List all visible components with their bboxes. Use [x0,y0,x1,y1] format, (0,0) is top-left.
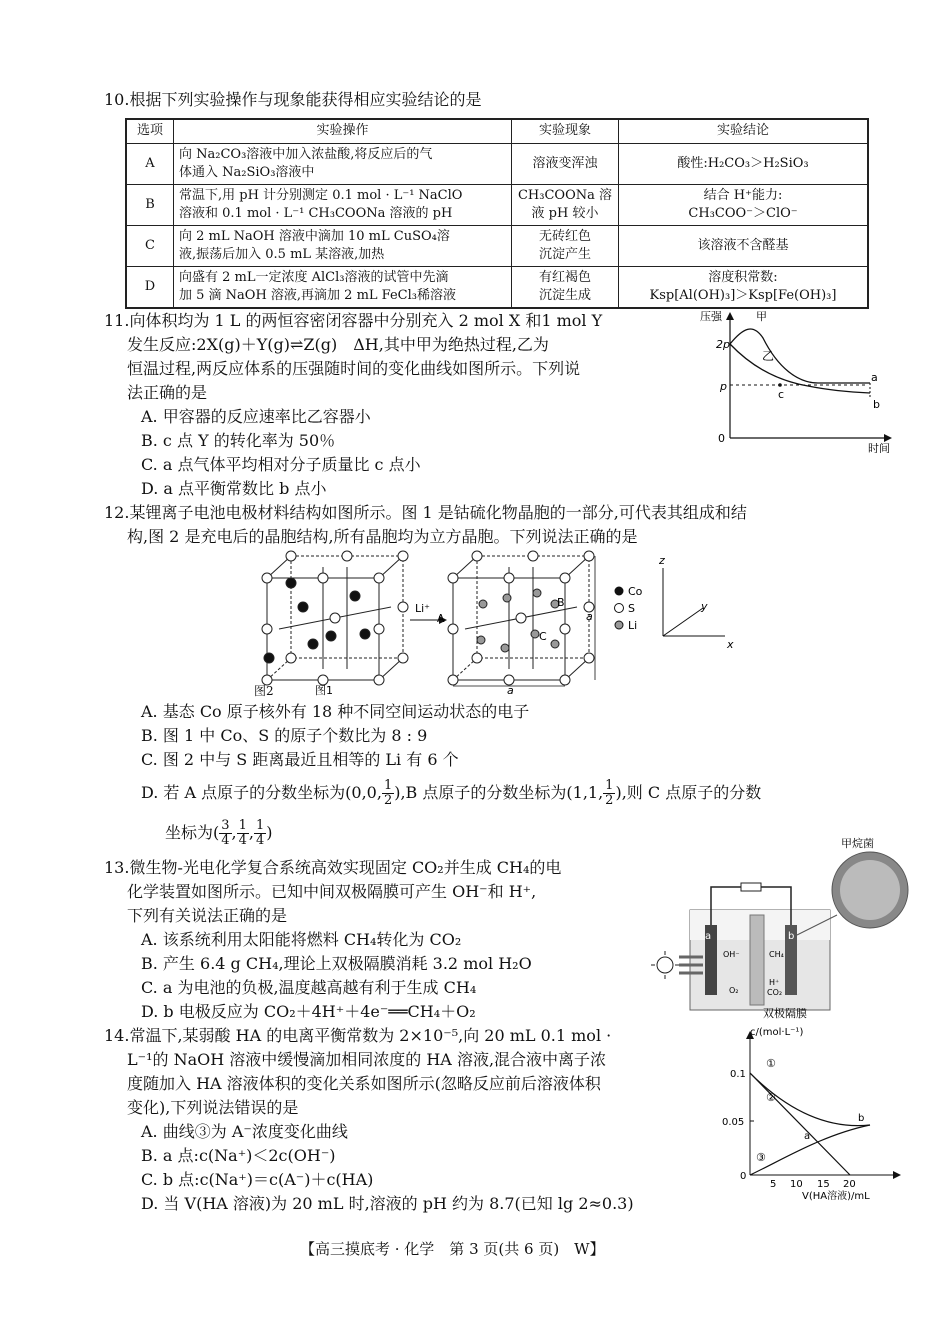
legend-li: Li [628,619,638,632]
label-membrane: 双极隔膜 [763,1007,807,1020]
label-ch4: CH₄ [769,950,784,959]
label-electrode-b: b [788,931,795,942]
curve-3-label: ③ [756,1151,766,1164]
row-option: C [126,225,174,266]
q14-concentration-graph [722,1025,917,1205]
table-row [126,184,868,225]
q12-option-d: D. 若 A 点原子的分数坐标为(0,0, $\frac{1}{2}$ ),B 点原子的分数坐标为(1,1, $\frac{1}{2}$ ),则 C 点原子的分数 [141,778,762,808]
row-option: B [126,184,174,225]
row-operation: 向盛有 2 mL一定浓度 AlCl₃溶液的试管中先滴 加 5 滴 NaOH 溶液,再滴加 2 mL FeCl₃稀溶液 [174,266,512,308]
x-tick: 10 [790,1179,803,1190]
fig2-caption: 图2 [254,684,274,698]
label-h: H⁺ [769,978,780,987]
q12-crystal-figure [255,548,755,698]
header-conclusion: 实验结论 [619,119,869,143]
label-edge-a-bottom: a [507,684,514,697]
fig1-caption: 图1 [315,684,333,697]
q14-option-a: A. 曲线③为 A⁻浓度变化曲线 [141,1122,348,1141]
y-axis-label: c/(mol·L⁻¹) [750,1027,804,1038]
q12-option-d-cont: 坐标为( $\frac{3}{4}$ , $\frac{1}{4}$ , $\frac{1}{4}$ ) [165,818,273,848]
row-conclusion: 该溶液不含醛基 [619,225,869,266]
label-edge-a: a [586,610,593,623]
q13-option-d: D. b 电极反应为 CO₂＋4H⁺＋4e⁻══CH₄＋O₂ [141,1002,476,1021]
row-operation: 常温下,用 pH 计分别测定 0.1 mol · L⁻¹ NaClO 溶液和 0.1 mol · L⁻¹ CH₃COONa 溶液的 pH [174,184,512,225]
tick-2p: 2p [716,338,730,351]
q10-stem: 10.根据下列实验操作与现象能获得相应实验结论的是 [104,90,482,109]
q13-option-b: B. 产生 6.4 g CH₄,理论上双极隔膜消耗 3.2 mol H₂O [141,954,532,973]
curve-2-label: ② [766,1091,776,1104]
row-operation: 向 2 mL NaOH 溶液中滴加 10 mL CuSO₄溶 液,振荡后加入 0.5 mL 某溶液,加热 [174,225,512,266]
q14-line2: L⁻¹的 NaOH 溶液中缓慢滴加相同浓度的 HA 溶液,混合液中离子浓 [127,1050,607,1069]
label-co2: CO₂ [767,988,783,997]
x-axis-label: 时间 [868,442,890,453]
tick-p: p [720,380,727,393]
label-bacteria: 甲烷菌 [841,837,874,850]
label-o2: O₂ [729,986,739,995]
q12-line1: 12.某锂离子电池电极材料结构如图所示。图 1 是钴硫化物晶胞的一部分,可代表其组成和结 [104,503,747,522]
header-phenomenon: 实验现象 [512,119,619,143]
table-row [126,143,868,184]
q10-table [125,118,869,309]
q11-line4: 法正确的是 [127,383,208,402]
origin-label: 0 [718,432,725,445]
legend-s: S [628,602,635,615]
q13-line2: 化学装置如图所示。已知中间双极隔膜可产生 OH⁻和 H⁺, [127,882,537,901]
point-a: a [871,371,878,384]
label-a-point: A [437,612,445,625]
label-b-point: B [557,596,565,609]
x-tick: 5 [770,1179,777,1190]
q14-option-b: B. a 点:c(Na⁺)＜2c(OH⁻) [141,1146,336,1165]
row-option: D [126,266,174,308]
curve-1-label: ① [766,1057,776,1070]
header-operation: 实验操作 [174,119,512,143]
row-phenomenon: CH₃COONa 溶 液 pH 较小 [512,184,619,225]
q13-line1: 13.微生物-光电化学复合系统高效实现固定 CO₂并生成 CH₄的电 [104,858,562,877]
point-b: b [873,398,880,411]
row-conclusion: 结合 H⁺能力: CH₃COO⁻＞ClO⁻ [619,184,869,225]
x-tick: 15 [817,1179,830,1190]
q14-line3: 度随加入 HA 溶液体积的变化关系如图所示(忽略反应前后溶液体积 [127,1074,601,1093]
row-option: A [126,143,174,184]
q13-option-c: C. a 为电池的负极,温度越高越有利于生成 CH₄ [141,978,477,997]
q11-option-d: D. a 点平衡常数比 b 点小 [141,479,327,498]
q14-option-c: C. b 点:c(Na⁺)＝c(A⁻)＋c(HA) [141,1170,374,1189]
q11-option-c: C. a 点气体平均相对分子质量比 c 点小 [141,455,421,474]
axis-x: x [727,638,734,651]
x-axis-label: V(HA溶液)/mL [802,1191,870,1202]
q12-option-a: A. 基态 Co 原子核外有 18 种不同空间运动状态的电子 [141,702,530,721]
legend-co: Co [628,585,643,598]
curve-jia [730,329,870,383]
origin-label: 0 [740,1171,747,1182]
x-tick: 20 [843,1179,856,1190]
q11-option-b: B. c 点 Y 的转化率为 50％ [141,431,336,450]
row-conclusion: 酸性:H₂CO₃＞H₂SiO₃ [619,143,869,184]
q11-line3: 恒温过程,两反应体系的压强随时间的变化曲线如图所示。下列说 [127,359,581,378]
curve-yi [730,344,870,393]
table-row [126,225,868,266]
q13-line3: 下列有关说法正确的是 [127,906,288,925]
row-operation: 向 Na₂CO₃溶液中加入浓盐酸,将反应后的气 体通入 Na₂SiO₃溶液中 [174,143,512,184]
li-arrow-label: Li⁺ [415,602,430,615]
row-conclusion: 溶度积常数: Ksp[Al(OH)₃]＞Ksp[Fe(OH)₃] [619,266,869,308]
q12-line2: 构,图 2 是充电后的晶胞结构,所有晶胞均为立方晶胞。下列说法正确的是 [127,527,638,546]
row-phenomenon: 有红褐色 沉淀生成 [512,266,619,308]
q13-option-a: A. 该系统利用太阳能将燃料 CH₄转化为 CO₂ [141,930,462,949]
q11-option-a: A. 甲容器的反应速率比乙容器小 [141,407,371,426]
q11-line1: 11.向体积均为 1 L 的两恒容密闭容器中分别充入 2 mol X 和1 mol Y [104,311,603,330]
tick-0-05: 0.05 [722,1117,745,1128]
q14-option-d: D. 当 V(HA 溶液)为 20 mL 时,溶液的 pH 约为 8.7(已知 lg 2≈0.3) [141,1194,634,1213]
curve-jia-label: 甲 [756,310,767,323]
curve-yi-label: 乙 [762,349,775,363]
label-electrode-a: a [705,931,712,942]
point-b: b [858,1113,865,1124]
point-c: c [778,388,785,401]
label-oh: OH⁻ [723,950,740,959]
row-phenomenon: 无砖红色 沉淀产生 [512,225,619,266]
q14-line4: 变化),下列说法错误的是 [127,1098,299,1117]
y-axis-label: 压强 [700,310,722,323]
q12-option-c: C. 图 2 中与 S 距离最近且相等的 Li 有 6 个 [141,750,459,769]
axis-y: y [701,600,708,613]
q12-option-b: B. 图 1 中 Co、S 的原子个数比为 8 : 9 [141,726,428,745]
q11-pressure-graph [698,308,898,453]
header-option: 选项 [126,119,174,143]
page-footer: 【高三摸底考 · 化学 第 3 页(共 6 页) W】 [300,1240,605,1258]
label-c-point: C [539,630,547,643]
q11-line2: 发生反应:2X(g)＋Y(g)⇌Z(g) ΔH,其中甲为绝热过程,乙为 [127,335,549,354]
q13-cell-figure [645,835,915,1020]
row-phenomenon: 溶液变浑浊 [512,143,619,184]
q14-line1: 14.常温下,某弱酸 HA 的电离平衡常数为 2×10⁻⁵,向 20 mL 0.1 mol · [104,1026,612,1045]
tick-0-1: 0.1 [730,1069,746,1080]
point-a: a [804,1131,811,1142]
axis-z: z [659,554,665,567]
table-row [126,266,868,308]
